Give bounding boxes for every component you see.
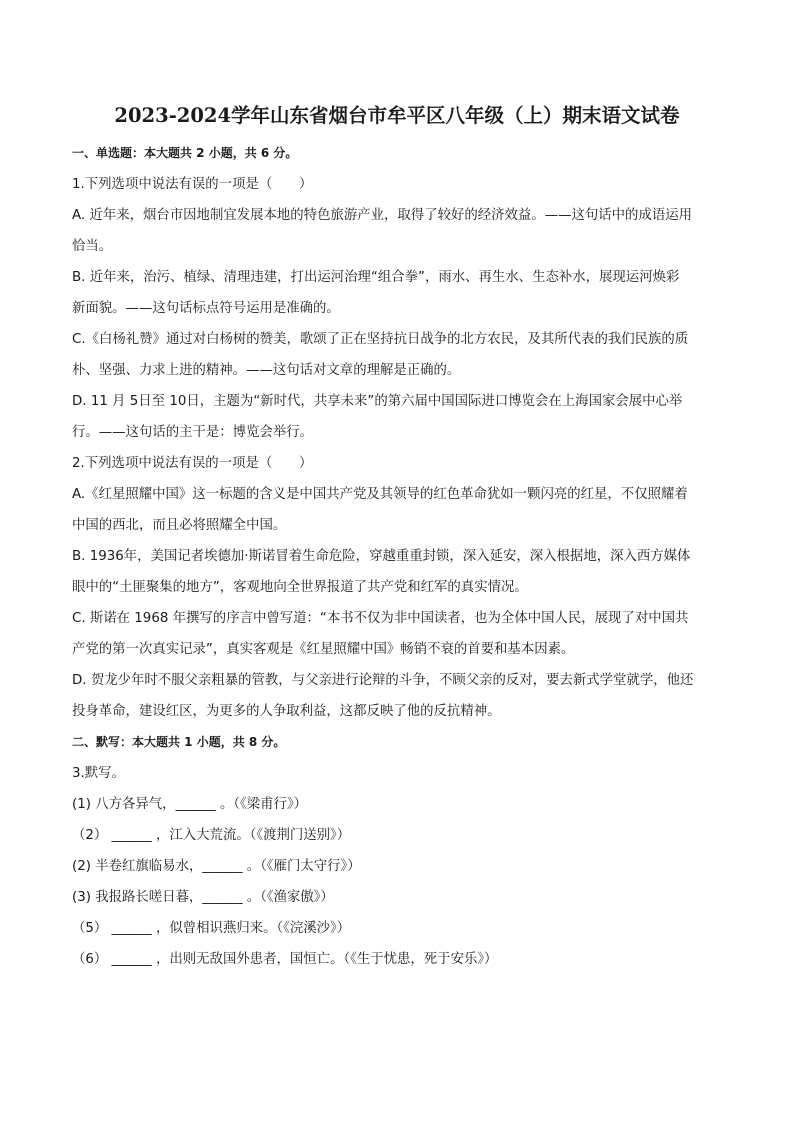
option-text-line: 产党的第一次真实记录”，真实客观是《红星照耀中国》畅销不衰的首要和基本因素。	[72, 642, 575, 657]
option-b	[72, 262, 722, 324]
question-stem: 3.默写。	[72, 766, 125, 781]
option-text-line: 朴、坚强、力求上进的精神。——这句话对文章的理解是正确的。	[72, 363, 461, 378]
option-text-line: 中国的西北，而且必将照耀全中国。	[72, 518, 287, 533]
option-d	[72, 386, 722, 448]
option-a	[72, 479, 722, 541]
dictation-item: （6） ______ ，出则无敌国外患者，国恒亡。（《生于忧患，死于安乐》）	[72, 952, 498, 967]
option-text-line: B. 近年来，治污、植绿、清理违建，打出运河治理“组合拳”，雨水、再生水、生态补水，展现运河焕彩	[72, 270, 680, 285]
option-text-line: C.《白杨礼赞》通过对白杨树的赞美，歌颂了正在坚持抗日战争的北方农民，及其所代表的我们民族的质	[72, 332, 689, 347]
question-1	[72, 169, 722, 448]
option-b	[72, 541, 722, 603]
exam-title: 2023-2024学年山东省烟台市牟平区八年级（上）期末语文试卷	[114, 104, 680, 127]
option-text-line: D. 贺龙少年时不服父亲粗暴的管教，与父亲进行论辩的斗争，不顾父亲的反对，要去新式学堂就学，他还	[72, 673, 694, 688]
option-text-line: 投身革命，建设红区，为更多的人争取利益，这都反映了他的反抗精神。	[72, 704, 501, 719]
option-text-line: 眼中的“土匪聚集的地方”，客观地向全世界报道了共产党和红军的真实情况。	[72, 580, 528, 595]
dictation-item: （2） ______ ，江入大荒流。（《渡荆门送别》）	[72, 828, 351, 843]
section-heading-single-choice: 一、单选题：本大题共 2 小题，共 6 分。	[72, 146, 298, 160]
dictation-item: (3) 我报路长嗟日暮，______ 。（《渔家傲》）	[72, 890, 334, 905]
option-a	[72, 200, 722, 262]
dictation-item: (2) 半卷红旗临易水，______ 。（《雁门太守行》）	[72, 859, 361, 874]
dictation-item: (1) 八方各异气，______ 。（《梁甫行》）	[72, 797, 308, 812]
exam-page	[72, 100, 722, 975]
question-stem: 2.下列选项中说法有误的一项是（ ）	[72, 456, 313, 471]
option-d	[72, 665, 722, 727]
question-3	[72, 758, 722, 975]
option-text-line: B. 1936年，美国记者埃德加·斯诺冒着生命危险，穿越重重封锁，深入延安，深入根据地，深入西方媒体	[72, 549, 691, 564]
section-heading-dictation: 二、默写：本大题共 1 小题，共 8 分。	[72, 735, 286, 749]
option-c	[72, 324, 722, 386]
option-text-line: 恰当。	[72, 239, 113, 254]
option-text-line: A. 近年来，烟台市因地制宜发展本地的特色旅游产业，取得了较好的经济效益。——这句话中的成语运用	[72, 208, 693, 223]
option-text-line: 新面貌。——这句话标点符号运用是准确的。	[72, 301, 340, 316]
option-text-line: D. 11 月 5日至 10日，主题为“新时代，共享未来”的第六届中国国际进口博览会在上海国家会展中心举	[72, 394, 683, 409]
option-text-line: 行。——这句话的主干是：博览会举行。	[72, 425, 314, 440]
option-c	[72, 603, 722, 665]
option-text-line: C. 斯诺在 1968 年撰写的序言中曾写道：“本书不仅为非中国读者，也为全体中国人民，展现了对中国共	[72, 611, 689, 626]
question-2	[72, 448, 722, 727]
option-text-line: A.《红星照耀中国》这一标题的含义是中国共产党及其领导的红色革命犹如一颗闪亮的红星，不仅照耀着	[72, 487, 688, 502]
question-stem: 1.下列选项中说法有误的一项是（ ）	[72, 177, 313, 192]
dictation-item: （5） ______ ，似曾相识燕归来。（《浣溪沙》）	[72, 921, 351, 936]
